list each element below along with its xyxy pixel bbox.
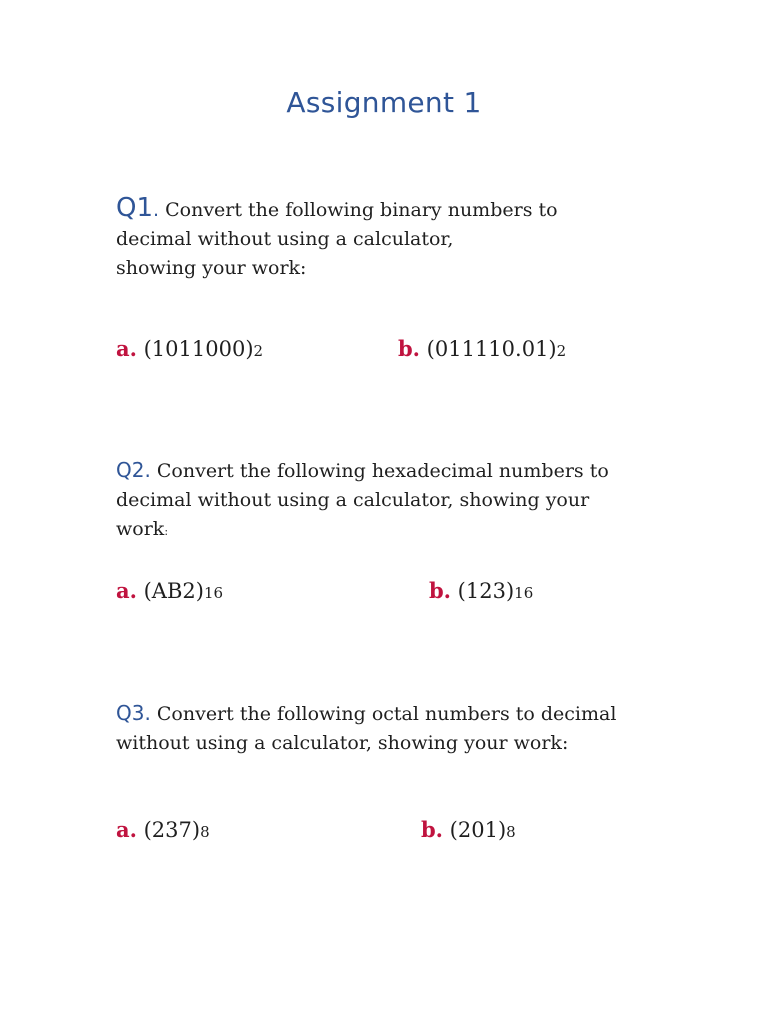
page-title: Assignment 1 [286, 86, 482, 119]
question-2-text-2: decimal without using a calculator, showing your [116, 489, 590, 511]
question-2-colon: : [164, 525, 169, 538]
question-1-line-1 [116, 194, 656, 225]
question-3-line-1 [116, 699, 656, 729]
question-3 [116, 699, 656, 758]
answer-letter: b. [398, 336, 420, 361]
question-2-answer-a [116, 578, 223, 603]
answer-letter: a. [116, 578, 137, 603]
answer-letter: b. [429, 578, 451, 603]
question-3-text-2: without using a calculator, showing your work: [116, 732, 569, 754]
answer-value: (011110.01) [420, 337, 557, 361]
question-3-answer-a [116, 817, 210, 842]
question-3-answer-b [421, 817, 516, 842]
question-2-label: Q2. [116, 458, 151, 482]
answer-value: (201) [443, 818, 507, 842]
answer-base: 8 [200, 823, 210, 841]
question-1 [116, 194, 656, 283]
question-2-line-1 [116, 456, 656, 486]
question-3-text-1: Convert the following octal numbers to decimal [150, 703, 617, 725]
answer-value: (123) [451, 579, 515, 603]
question-2-line-3 [116, 515, 656, 546]
answer-base: 2 [253, 342, 264, 360]
question-2-answer-b [429, 578, 533, 603]
question-1-label: Q1 [116, 193, 154, 223]
answer-value: (237) [136, 818, 201, 842]
question-2 [116, 456, 656, 546]
question-2-text-3: work [116, 518, 165, 540]
answer-letter: a. [116, 817, 137, 842]
question-1-text-3: showing your work: [116, 257, 307, 279]
answer-base: 8 [506, 823, 516, 841]
question-3-label: Q3. [116, 701, 151, 725]
answer-base: 16 [514, 584, 534, 602]
answer-base: 2 [556, 342, 567, 360]
question-1-label-dot: . [153, 199, 160, 221]
question-1-answer-a [116, 336, 263, 361]
answer-letter: a. [116, 336, 137, 361]
answer-value: (AB2) [136, 579, 204, 603]
question-2-text-1: Convert the following hexadecimal numbers to [150, 460, 609, 482]
answer-value: (1011000) [136, 337, 254, 361]
question-1-text-2: decimal without using a calculator, [116, 228, 454, 250]
answer-base: 16 [203, 584, 224, 602]
answer-letter: b. [421, 817, 443, 842]
question-1-answer-b [398, 336, 566, 361]
question-1-text-1: Convert the following binary numbers to [159, 199, 558, 221]
